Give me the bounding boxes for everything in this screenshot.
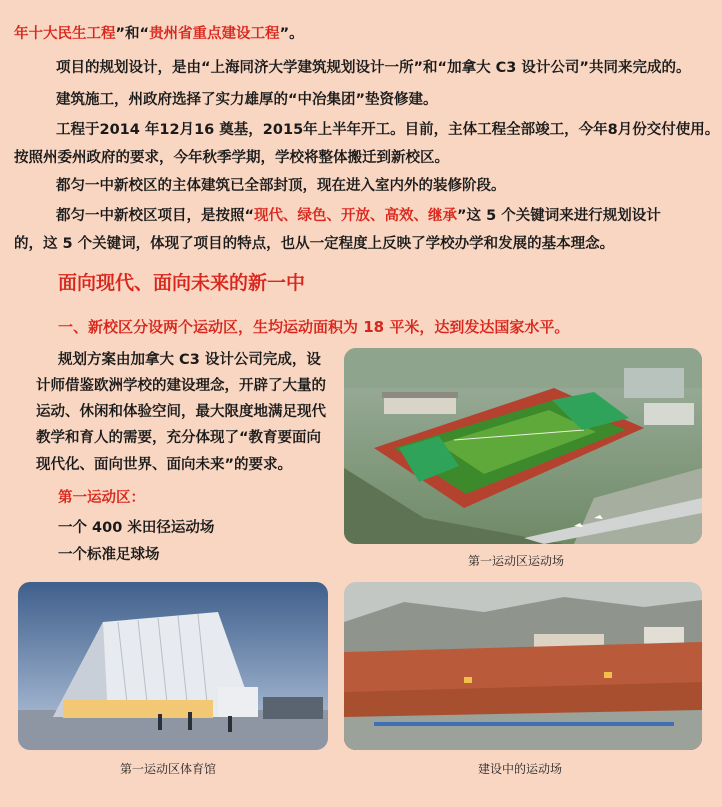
section-subtitle: 一、新校区分设两个运动区，生均运动面积为 18 平米，达到发达国家水平。: [58, 318, 570, 336]
body-line-3: 运动、休闲和体验空间，最大限度地满足现代: [36, 404, 326, 420]
body-line-5: 现代化、面向世界、面向未来”的要求。: [36, 457, 293, 473]
section-title: 面向现代、面向未来的新一中: [58, 272, 306, 294]
intro-line-7-a: 都匀一中新校区项目，是按照“: [56, 208, 255, 224]
intro-line-2: 项目的规划设计，是由“上海同济大学建筑规划设计一所”和“加拿大 C3 设计公司”共同来完成的。: [56, 60, 691, 76]
body-line-2: 计师借鉴欧洲学校的建设理念，开辟了大量的: [36, 378, 326, 394]
intro-line-1: [14, 24, 304, 44]
body-line-1: 规划方案由加拿大 C3 设计公司完成，设: [58, 352, 321, 368]
intro-line-8: 的，这 5 个关键词，体现了项目的特点，也从一定程度上反映了学校办学和发展的基本理念。: [14, 236, 615, 252]
stadium-caption: 第一运动区运动场: [468, 554, 565, 568]
zone-title: 第一运动区：: [58, 490, 145, 506]
zone-item-1: 一个 400 米田径运动场: [58, 520, 215, 536]
gym-caption: 第一运动区体育馆: [120, 762, 217, 776]
intro-highlight-1: 年十大民生工程: [14, 26, 116, 42]
intro-line-5: 按照州委州政府的要求，今年秋季学期，学校将整体搬迁到新校区。: [14, 150, 449, 166]
keywords: 现代、绿色、开放、高效、继承: [254, 208, 458, 224]
intro-line-7-c: ”这 5 个关键词来进行规划设计: [457, 208, 661, 224]
intro-end: ”。: [279, 26, 304, 42]
intro-highlight-2: 贵州省重点建设工程: [149, 26, 280, 42]
stadium-photo: [344, 348, 702, 544]
construction-photo: [344, 582, 702, 750]
intro-connector: ”和“: [115, 26, 150, 42]
gym-photo: [18, 582, 328, 750]
intro-line-7: [56, 206, 661, 226]
zone-item-2: 一个标准足球场: [58, 547, 160, 563]
intro-line-4: 工程于2014 年12月16 奠基，2015年上半年开工。目前，主体工程全部竣工，今年8月份交付使用。: [56, 122, 720, 138]
intro-line-6: 都匀一中新校区的主体建筑已全部封顶，现在进入室内外的装修阶段。: [56, 178, 506, 194]
body-line-4: 教学和育人的需要，充分体现了“教育要面向: [36, 430, 322, 446]
construction-caption: 建设中的运动场: [478, 762, 563, 776]
intro-line-3: 建筑施工，州政府选择了实力雄厚的“中冶集团”垫资修建。: [56, 92, 438, 108]
